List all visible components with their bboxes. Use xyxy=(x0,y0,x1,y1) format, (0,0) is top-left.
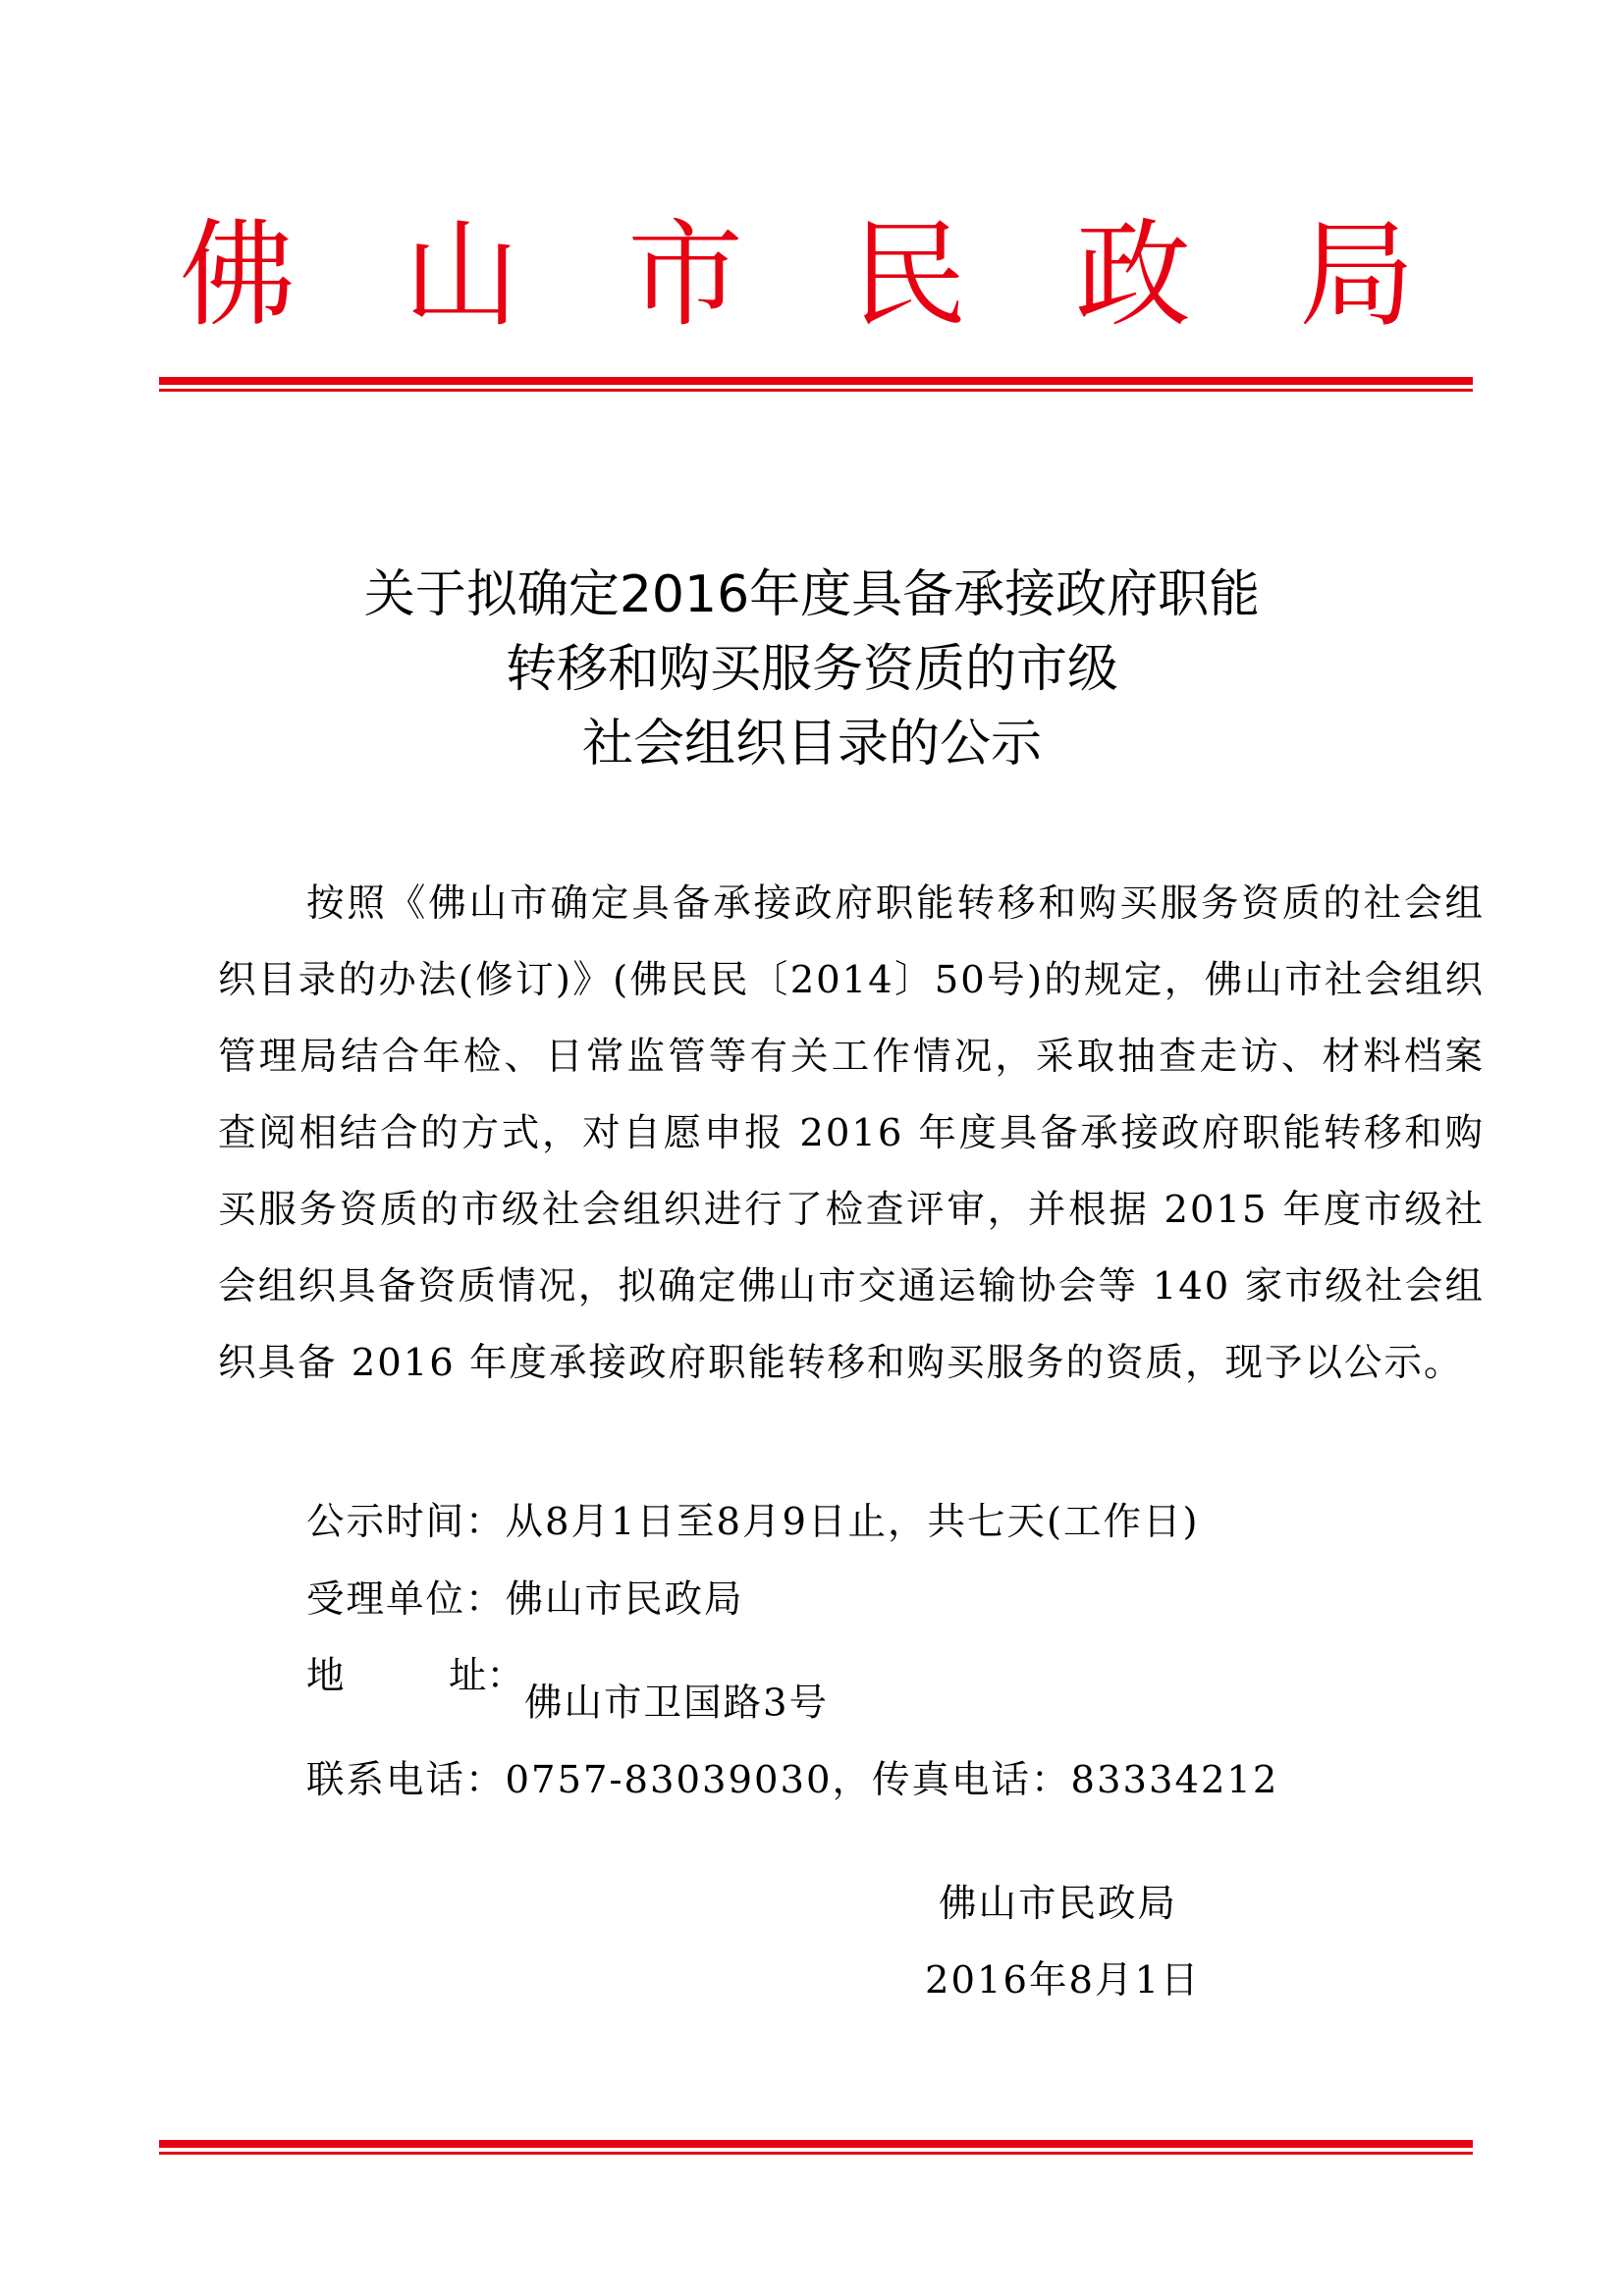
period-label: 公示时间： xyxy=(306,1500,506,1544)
address-label xyxy=(306,1638,524,1716)
phone-value: 0757-83039030，传真电话：83334212 xyxy=(505,1758,1279,1802)
info-row-phone xyxy=(306,1742,1278,1820)
footer-rule-thin xyxy=(159,2152,1473,2155)
unit-value: 佛山市民政局 xyxy=(505,1576,744,1622)
signature-date: 2016年8月1日 xyxy=(925,1958,1201,2002)
signature-block xyxy=(925,1866,1201,2019)
unit-label: 受理单位： xyxy=(306,1576,506,1622)
info-row-address xyxy=(306,1638,1278,1742)
notice-title-line-2: 转移和购买服务资质的市级 xyxy=(505,640,1118,699)
red-rule-thick xyxy=(159,377,1473,385)
red-rule-thin xyxy=(159,389,1473,392)
info-block xyxy=(306,1484,1278,1820)
footer-red-rule xyxy=(159,2140,1473,2155)
header-org-name: 佛山市民政局 xyxy=(179,207,1523,343)
notice-title xyxy=(0,558,1624,781)
address-label-part-1: 地 xyxy=(306,1654,345,1698)
period-value: 从8月1日至8月9日止，共七天(工作日) xyxy=(505,1500,1200,1544)
notice-title-line-1: 关于拟确定2016年度具备承接政府职能 xyxy=(363,565,1261,624)
signature-org: 佛山市民政局 xyxy=(939,1882,1178,1926)
info-row-period xyxy=(306,1484,1278,1562)
body-paragraph: 按照《佛山市确定具备承接政府职能转移和购买服务资质的社会组织目录的办法(修订)》(佛民民〔2014〕50号)的规定，佛山市社会组织管理局结合年检、日常监管等有关工作情况，采取抽查走访、材料档案查阅相结合的方式，对自愿申报 2016 年度具备承接政府职能转移和购买服务资质的市级社会组织进行了检查评审，并根据 2015 年度市级社会组织具备资质情况，拟确定佛山市交通运输协会等 140 家市级社会组织具备 2016 年度承接政府职能转移和购买服务的资质，现予以公示。 xyxy=(218,881,1485,1385)
notice-title-line-3: 社会组织目录的公示 xyxy=(581,715,1042,774)
info-row-unit xyxy=(306,1562,1278,1639)
address-label-part-2: 址： xyxy=(448,1654,524,1698)
phone-label: 联系电话： xyxy=(306,1758,506,1802)
header-red-rule xyxy=(159,377,1473,392)
footer-rule-thick xyxy=(159,2140,1473,2148)
address-value: 佛山市卫国路3号 xyxy=(524,1681,829,1726)
